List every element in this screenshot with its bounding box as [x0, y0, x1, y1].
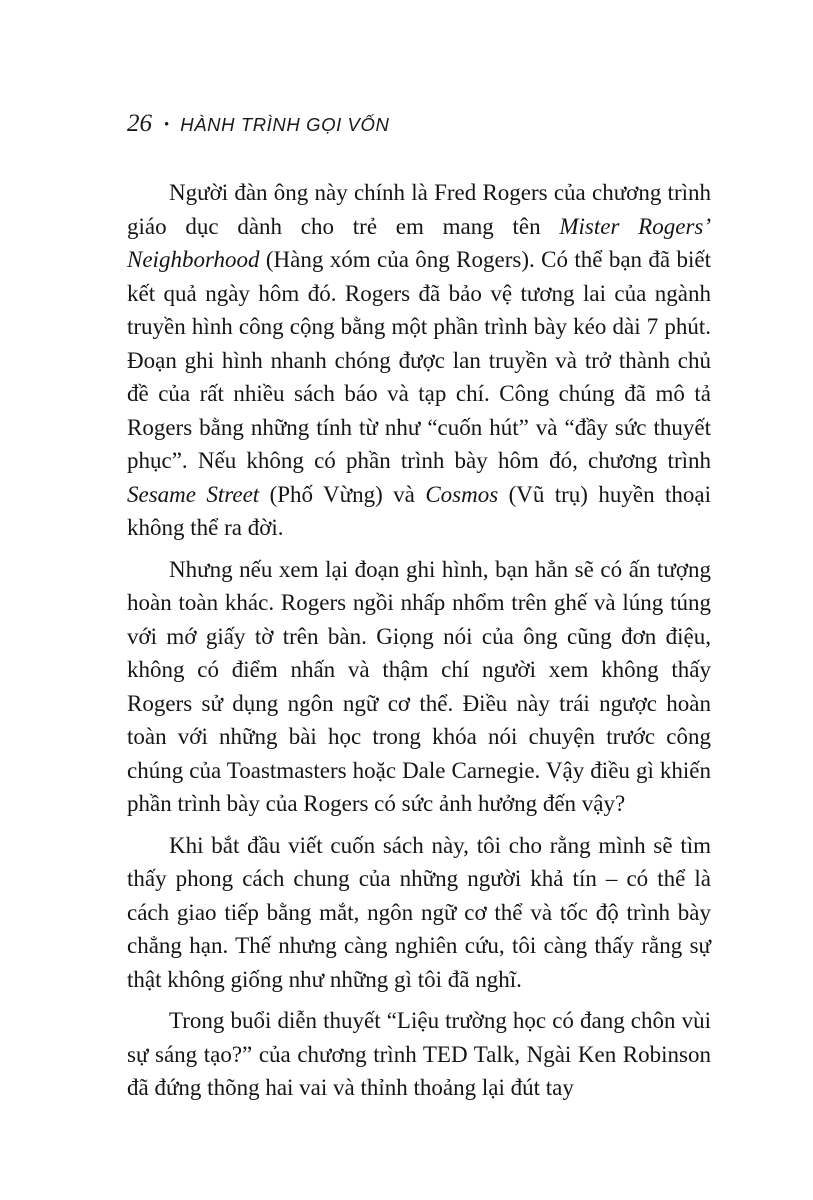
paragraph-1 [127, 176, 711, 545]
page-body [127, 176, 711, 1113]
paragraph-3 [127, 829, 711, 997]
text-segment: Người đàn ông này chính là Fred Rogers của chương trình giáo dục dành cho trẻ em mang tên [127, 180, 711, 239]
text-segment-italic: Mister Rogers’ Neighborhood [127, 213, 712, 272]
text-segment-italic: Sesame Street [127, 481, 260, 507]
paragraph-2 [127, 553, 711, 821]
text-segment: (Vũ trụ) huyền thoại không thể ra đời. [127, 481, 711, 540]
text-segment: Nhưng nếu xem lại đoạn ghi hình, bạn hẳn sẽ có ấn tượng hoàn toàn khác. Rogers ngồi nhấp nhổm trên ghế và lúng túng với mớ giấy tờ trên bàn. Giọng nói của ông cũng đơn điệu, không có điểm nhấn và thậm chí người xem không thấy Rogers sử dụng ngôn ngữ cơ thể. Điều này trái ngược hoàn toàn với những bài học trong khóa nói chuyện trước công chúng của Toastmasters hoặc Dale Carnegie. Vậy điều gì khiến phần trình bày của Rogers có sức ảnh hưởng đến vậy? [127, 556, 711, 816]
paragraph-4 [127, 1004, 711, 1105]
text-segment: (Phố Vừng) và [259, 481, 426, 507]
text-segment: Khi bắt đầu viết cuốn sách này, tôi cho rằng mình sẽ tìm thấy phong cách chung của những người khả tín – có thể là cách giao tiếp bằng mắt, ngôn ngữ cơ thể và tốc độ trình bày chẳng hạn. Thế nhưng càng nghiên cứu, tôi càng thấy rằng sự thật không giống như những gì tôi đã nghĩ. [127, 832, 711, 992]
running-header [127, 110, 389, 138]
text-segment: Trong buổi diễn thuyết “Liệu trường học có đang chôn vùi sự sáng tạo?” của chương trình TED Talk, Ngài Ken Robinson đã đứng thõng hai vai và thỉnh thoảng lại đút tay [127, 1008, 711, 1100]
page-number: 26 [127, 110, 152, 137]
text-segment-italic: Cosmos [425, 481, 499, 507]
running-title: HÀNH TRÌNH GỌI VỐN [180, 113, 390, 136]
text-segment: (Hàng xóm của ông Rogers). Có thể bạn đã biết kết quả ngày hôm đó. Rogers đã bảo vệ tương lai của ngành truyền hình công cộng bằng một phần trình bày kéo dài 7 phút. Đoạn ghi hình nhanh chóng được lan truyền và trở thành chủ đề của rất nhiều sách báo và tạp chí. Công chúng đã mô tả Rogers bằng những tính từ như “cuốn hút” và “đầy sức thuyết phục”. Nếu không có phần trình bày hôm đó, chương trình [127, 247, 711, 473]
separator-bullet-icon: • [164, 117, 170, 133]
